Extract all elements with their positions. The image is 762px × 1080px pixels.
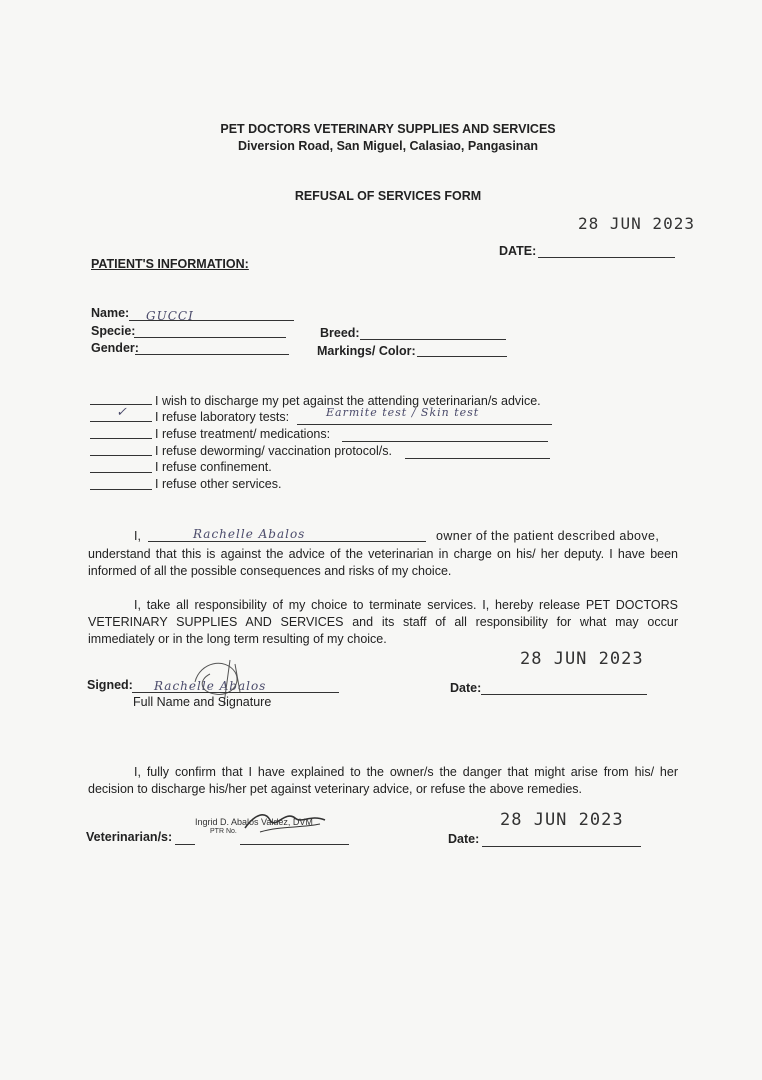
- owner-name-line: [148, 541, 426, 542]
- statement2: I, take all responsibility of my choice to terminate services. I, hereby release PET DOCTORS VETERINARY SUPPLIES AND SERVICES and its staff of all responsibility for what may occur immediately or in the long term resulting of my choice.: [88, 598, 678, 646]
- signed-date-line: [481, 694, 647, 695]
- option-text: I refuse deworming/ vaccination protocol/s.: [155, 444, 392, 458]
- vet-ptr-label: PTR No.: [210, 828, 237, 835]
- markings-label: Markings/ Color:: [317, 344, 416, 358]
- date-line: [538, 257, 675, 258]
- deworming-line: [405, 458, 550, 459]
- option-blank: [90, 455, 152, 456]
- signed-label: Signed:: [87, 678, 133, 692]
- signature-caption: Full Name and Signature: [133, 695, 272, 709]
- statement1-suffix: owner of the patient described above,: [436, 529, 660, 543]
- vet-signature-line: [240, 844, 349, 845]
- markings-line: [417, 356, 507, 357]
- signed-date-stamp: 28 JUN 2023: [520, 649, 644, 669]
- date-label: DATE:: [499, 244, 537, 258]
- name-line: [129, 320, 294, 321]
- vet-date-label: Date:: [448, 832, 480, 846]
- vet-label: Veterinarian/s:: [86, 830, 173, 844]
- business-address: Diversion Road, San Miguel, Calasiao, Pangasinan: [237, 139, 539, 153]
- name-value: GUCCI: [146, 309, 194, 323]
- statement3: I, fully confirm that I have explained to the owner/s the danger that might arise from his/ her decision to discharge his/her pet against veterinary advice, or refuse the above remedies.: [88, 765, 678, 796]
- vet-signature-scribble: [240, 806, 330, 840]
- patient-heading: PATIENT'S INFORMATION:: [91, 257, 249, 271]
- vet-date-stamp: 28 JUN 2023: [500, 810, 624, 830]
- breed-label: Breed:: [320, 326, 360, 340]
- specie-line: [134, 337, 286, 338]
- vet-line-short: [175, 844, 195, 845]
- business-name: PET DOCTORS VETERINARY SUPPLIES AND SERVICES: [220, 122, 556, 136]
- statement1-prefix: I,: [134, 529, 141, 543]
- form-title: REFUSAL OF SERVICES FORM: [294, 189, 482, 203]
- owner-signature-text: Rachelle Abalos: [154, 679, 267, 693]
- treatment-line: [342, 441, 548, 442]
- specie-label: Specie:: [91, 324, 136, 338]
- statement1-body: understand that this is against the advice of the veterinarian in charge on his/ her deputy. I have been informed of all the possible consequences and risks of my choice.: [88, 547, 678, 578]
- vet-name-stamp: Ingrid D. Abalos Valdez, DVM: [195, 817, 313, 827]
- name-label: Name:: [91, 306, 130, 320]
- option-blank: [90, 472, 152, 473]
- option-text: I refuse other services.: [155, 477, 282, 491]
- breed-line: [360, 339, 506, 340]
- option-text: I refuse confinement.: [155, 460, 272, 474]
- signed-date-label: Date:: [450, 681, 482, 695]
- option-text: I wish to discharge my pet against the attending veterinarian/s advice.: [155, 394, 541, 408]
- option-blank: [90, 438, 152, 439]
- signature-line: [132, 692, 339, 693]
- tests-line: [297, 424, 552, 425]
- date-stamp-top: 28 JUN 2023: [578, 214, 695, 233]
- option-blank: [90, 421, 152, 422]
- option-text: I refuse laboratory tests:: [155, 410, 290, 424]
- option-blank: [90, 489, 152, 490]
- vet-date-line: [482, 846, 641, 847]
- gender-line: [135, 354, 289, 355]
- check-mark: ✓: [116, 405, 128, 420]
- gender-label: Gender:: [91, 341, 139, 355]
- option-text: I refuse treatment/ medications:: [155, 427, 331, 441]
- handwritten-tests: Earmite test / Skin test: [326, 406, 480, 419]
- owner-name-handwritten: Rachelle Abalos: [193, 527, 306, 541]
